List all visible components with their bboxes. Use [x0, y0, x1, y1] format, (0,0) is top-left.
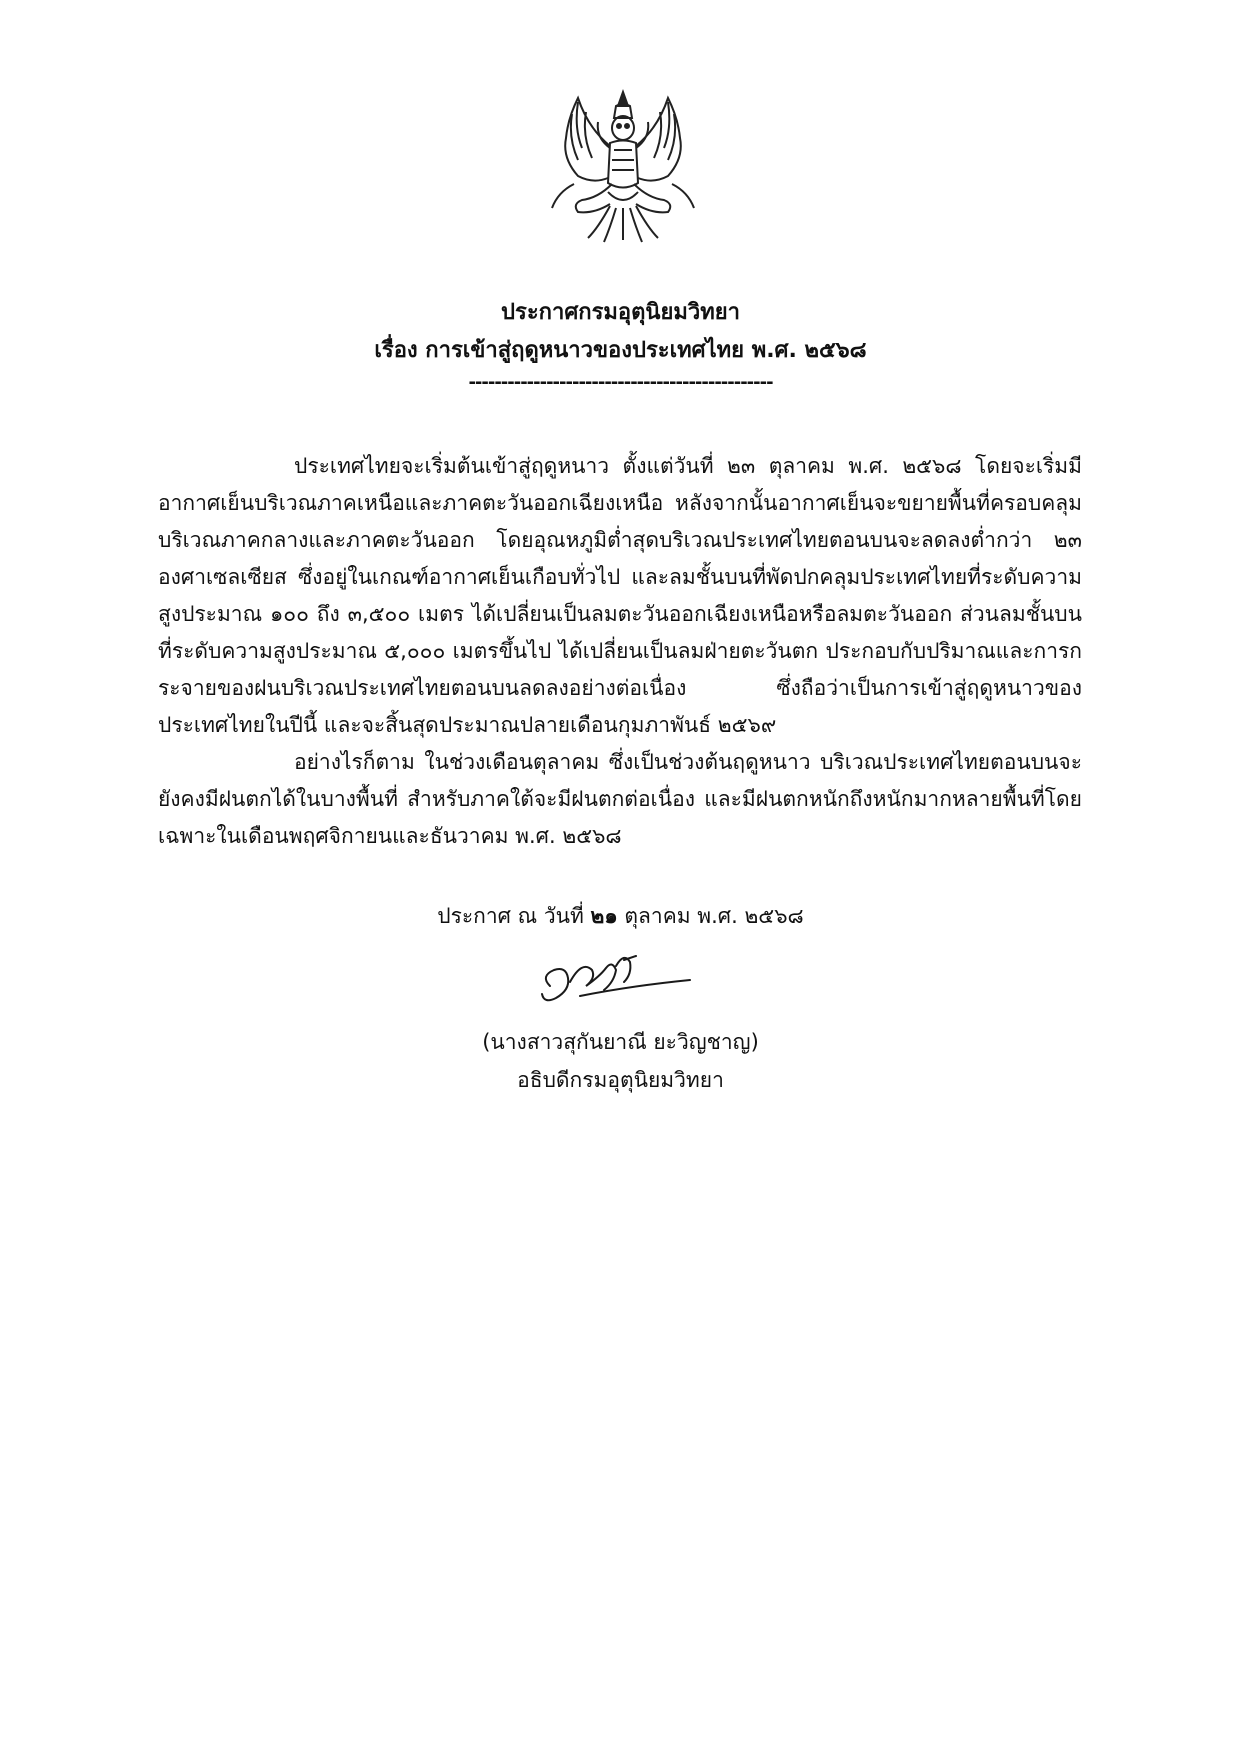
announcement-title: ประกาศกรมอุตุนิยมวิทยา: [501, 300, 740, 325]
signer-title: อธิบดีกรมอุตุนิยมวิทยา: [517, 1068, 724, 1092]
date-prefix: ประกาศ ณ วันที่: [437, 904, 584, 928]
title-divider: -----------------------------------------------: [468, 372, 773, 393]
signer-name: (นางสาวสุกันยาณี ยะวิญชาญ): [482, 1030, 759, 1054]
title-block: [0, 294, 1241, 396]
body-paragraph-1: ประเทศไทยจะเริ่มต้นเข้าสู่ฤดูหนาว ตั้งแต่วันที่ ๒๓ ตุลาคม พ.ศ. ๒๕๖๘ โดยจะเริ่มมีอากาศเย็นบริเวณภาคเหนือและภาคตะวันออกเฉียงเหนือ หลังจากนั้นอากาศเย็นจะขยายพื้นที่ครอบคลุมบริเวณภาคกลางและภาคตะวันออก โดยอุณหภูมิต่ำสุดบริเวณประเทศไทยตอนบนจะลดลงต่ำกว่า ๒๓ องศาเซลเซียส ซึ่งอยู่ในเกณฑ์อากาศเย็นเกือบทั่วไป และลมชั้นบนที่พัดปกคลุมประเทศไทยที่ระดับความสูงประมาณ ๑๐๐ ถึง ๓,๕๐๐ เมตร ได้เปลี่ยนเป็นลมตะวันออกเฉียงเหนือหรือลมตะวันออก ส่วนลมชั้นบนที่ระดับความสูงประมาณ ๕,๐๐๐ เมตรขึ้นไป ได้เปลี่ยนเป็นลมฝ่ายตะวันตก ประกอบกับปริมาณและการกระจายของฝนบริเวณประเทศไทยตอนบนลดลงอย่างต่อเนื่อง ซึ่งถือว่าเป็นการเข้าสู่ฤดูหนาวของประเทศไทยในปีนี้ และจะสิ้นสุดประมาณปลายเดือนกุมภาพันธ์ ๒๕๖๙: [158, 454, 1082, 737]
date-day: ๒๑: [590, 904, 618, 928]
date-suffix: ตุลาคม พ.ศ. ๒๕๖๘: [624, 904, 804, 928]
body-paragraph-2: อย่างไรก็ตาม ในช่วงเดือนตุลาคม ซึ่งเป็นช่วงต้นฤดูหนาว บริเวณประเทศไทยตอนบนจะยังคงมีฝนตกได้ในบางพื้นที่ สำหรับภาคใต้จะมีฝนตกต่อเนื่อง และมีฝนตกหนักถึงหนักมากหลายพื้นที่โดยเฉพาะในเดือนพฤศจิกายนและธันวาคม พ.ศ. ๒๕๖๘: [158, 750, 1082, 848]
garuda-emblem-icon: [538, 88, 708, 248]
handwritten-signature-icon: [520, 946, 700, 1016]
announcement-body: [158, 448, 1082, 855]
announcement-date: [0, 898, 1241, 934]
announcement-subject: เรื่อง การเข้าสู่ฤดูหนาวของประเทศไทย พ.ศ. ๒๕๖๘: [374, 338, 867, 363]
